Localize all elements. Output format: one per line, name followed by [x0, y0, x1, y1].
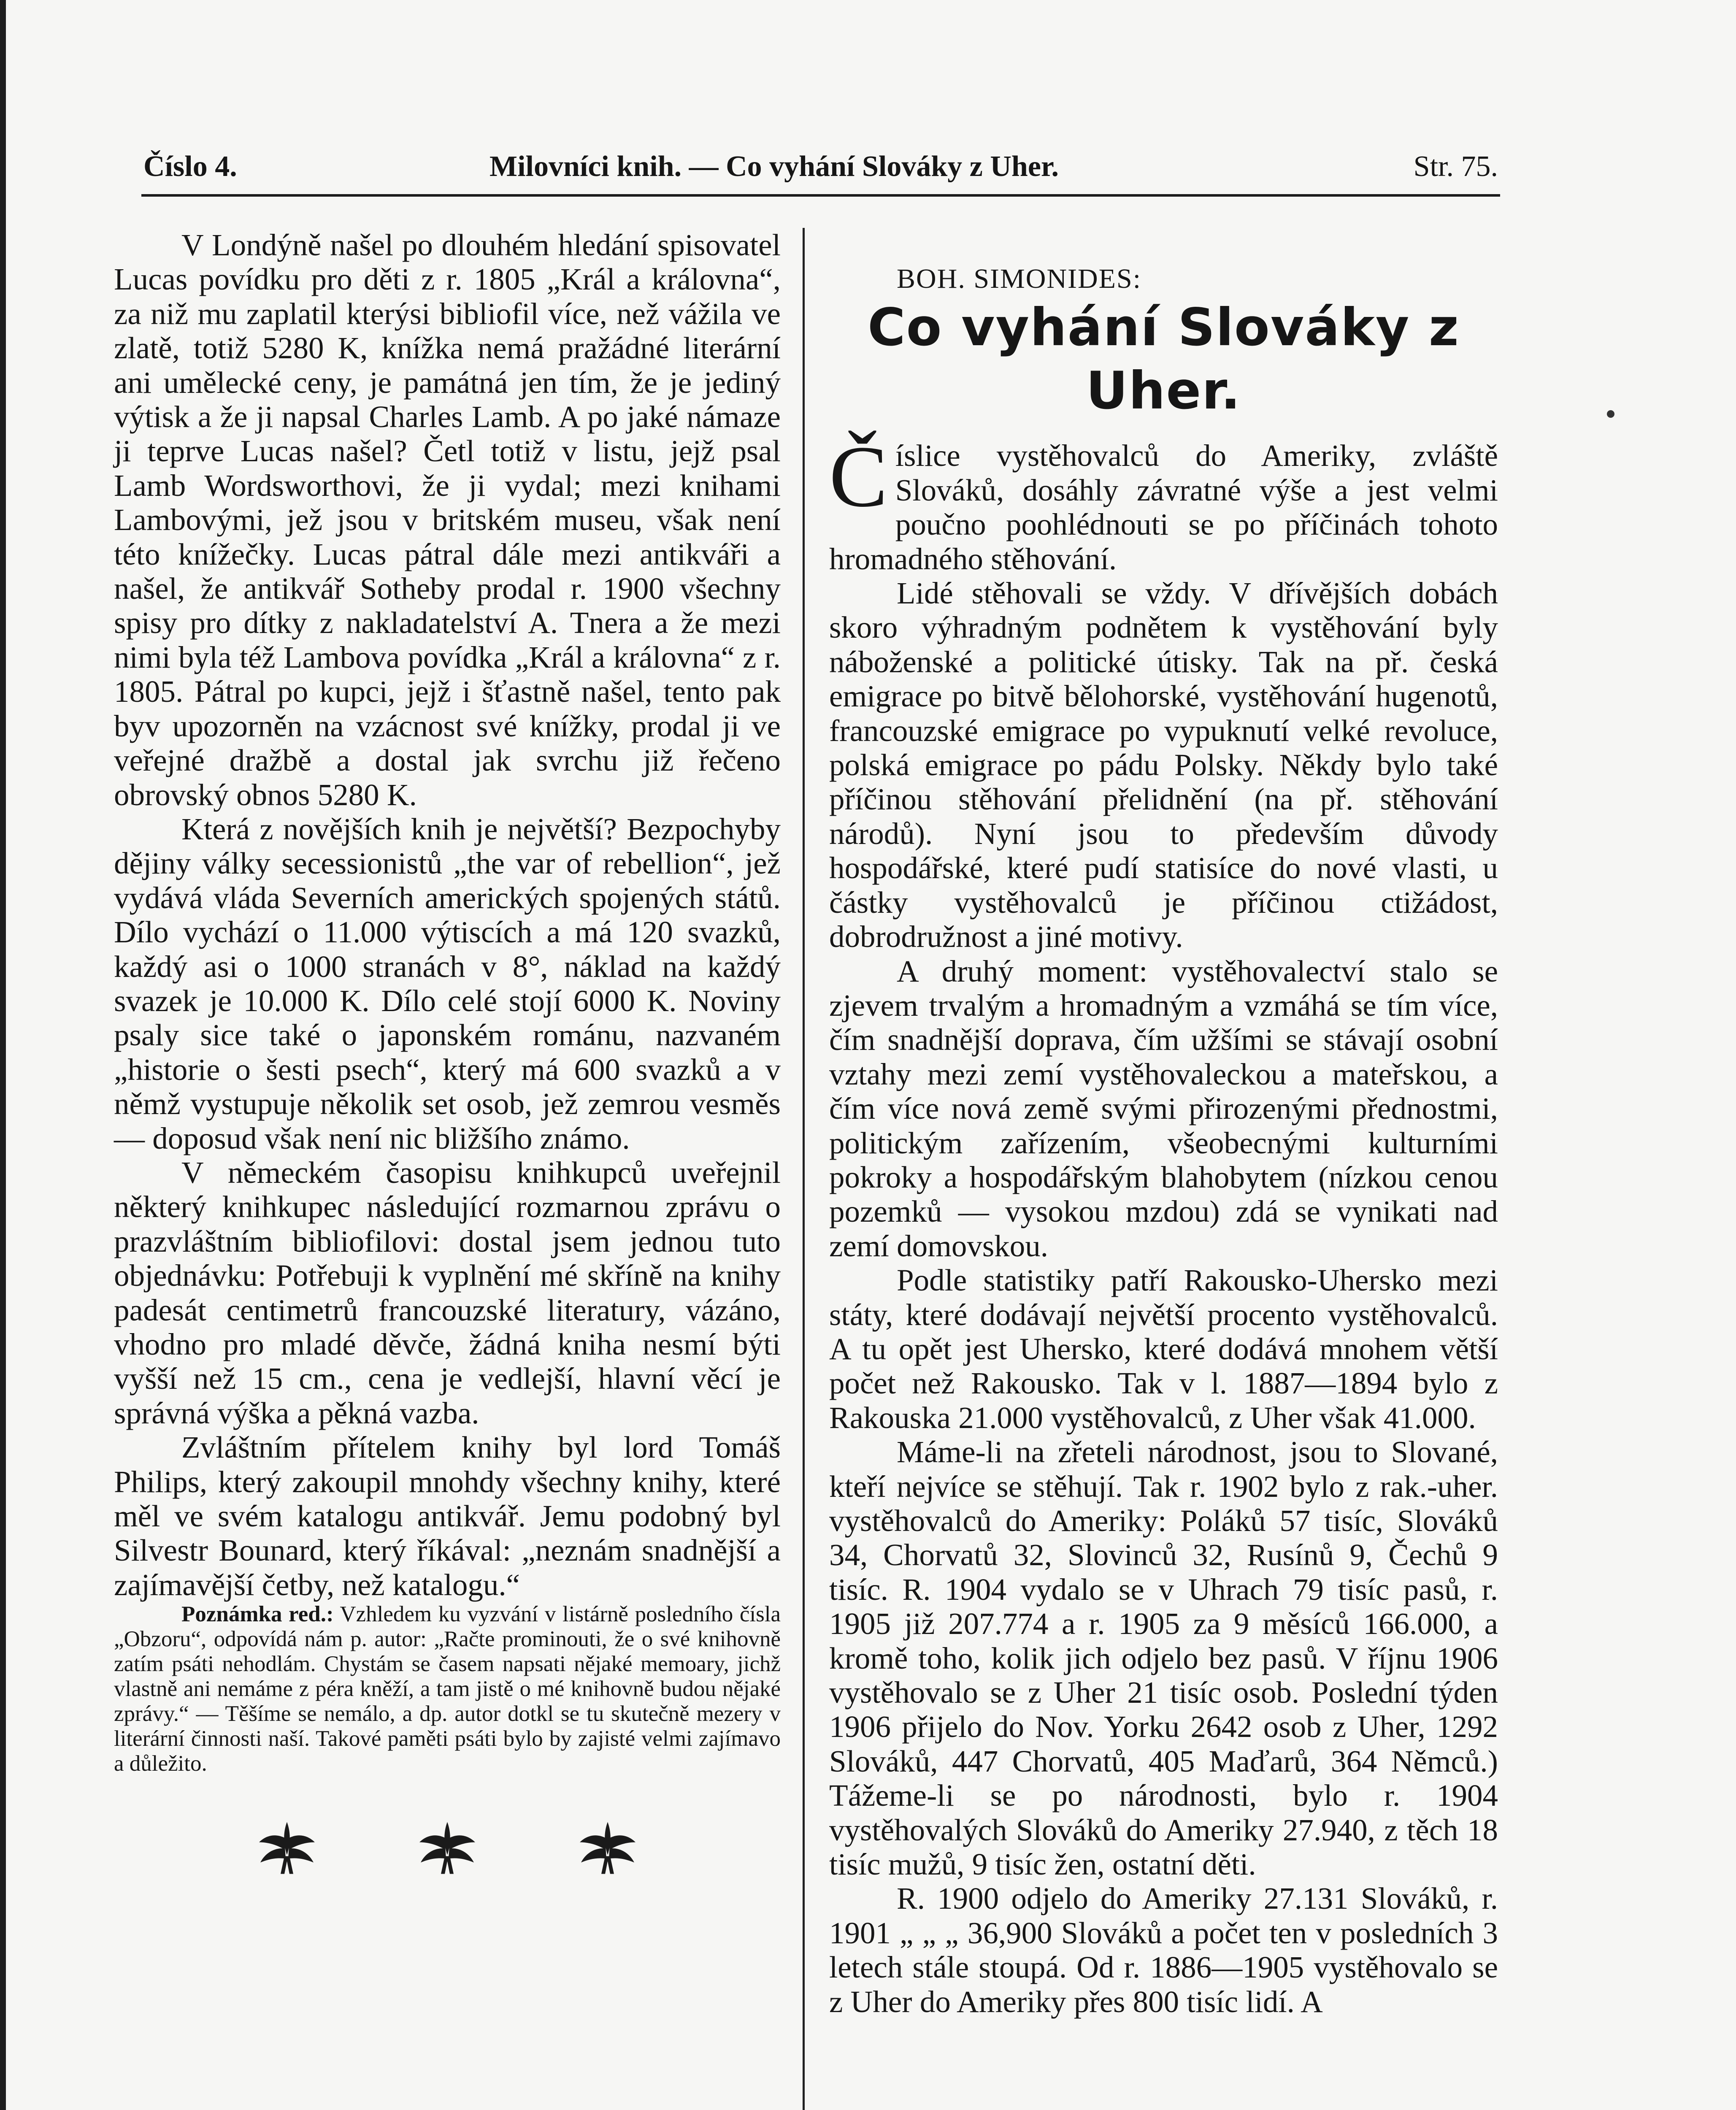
editor-note [114, 1602, 781, 1776]
paragraph: Lidé stěhovali se vždy. V dřívějších dobách skoro výhradným podnětem k vystěhování byly náboženské a politické útisky. Tak na př. česká emigrace po bitvě bělohorské, vystěhování hugenotů, francouzské emigrace po vypuknutí velké revoluce, polská emigrace po pádu Polsky. Někdy bylo také příčinou stěhování přelidnění (na př. stěhování národů). Nyní jsou to především důvody hospodářské, které pudí statisíce do nové vlasti, u částky vystěhovalců je příčinou ctižádost, dobrodružnost a jiné motivy. [829, 576, 1498, 954]
running-title: Milovníci knih. — Co vyhání Slováky z Uher. [489, 150, 1059, 183]
fleuron-icon [416, 1818, 479, 1877]
drop-cap: Č [829, 428, 888, 525]
running-header [143, 150, 1498, 190]
fleuron-icon [576, 1818, 639, 1877]
paragraph: R. 1900 odjelo do Ameriky 27.131 Slováků, r. 1901 „ „ „ 36,900 Slováků a počet ten v posledních 3 letech stále stoupá. Od r. 1886—1905 vystěhovalo se z Uher do Ameriky přes 800 tisíc lidí. A [829, 1881, 1498, 2019]
scan-edge-left [0, 0, 6, 2110]
paragraph: Podle statistiky patří Rakousko-Uhersko mezi státy, které dodávají největší procento vystěhovalců. A tu opět jest Uhersko, které dodává mnohem větší počet než Rakousko. Tak v l. 1887—1894 bylo z Rakouska 21.000 vystěhovalců, z Uher však 41.000. [829, 1263, 1498, 1435]
paragraph: V Londýně našel po dlouhém hledání spisovatel Lucas povídku pro děti z r. 1805 „Král a královna“, za niž mu zaplatil kterýsi bibliofil více, než vážila ve zlatě, totiž 5280 K, knížka nemá pražádné literární ani umělecké ceny, je památná jen tím, že je jediný výtisk a že ji napsal Charles Lamb. A po jaké námaze ji teprve Lucas našel? Četl totiž v listu, jejž psal Lamb Wordsworthovi, že ji vydal; mezi knihami Lambovými, jež jsou v britském museu, však není této knížečky. Lucas pátral dále mezi antikváři a našel, že antikvář Sotheby prodal r. 1900 všechny spisy pro dítky z nakladatelství A. Tnera a že mezi nimi byla též Lambova povídka „Král a královna“ z r. 1805. Pátral po kupci, jejž i šťastně našel, tento pak byv upozorněn na vzácnost své knížky, prodal ji ve veřejné dražbě a dostal jak svrchu již řečeno obrovský obnos 5280 K. [114, 228, 781, 812]
first-paragraph-text: íslice vystěhovalců do Ameriky, zvláště Slováků, dosáhly závratné výše a jest velmi poučno poohlédnouti se po příčinách tohoto hromadného stěhování. [829, 438, 1498, 576]
column-rule [803, 228, 805, 2110]
page-number: Str. 75. [1413, 150, 1498, 183]
first-paragraph [829, 428, 1498, 576]
article-author: BOH. SIMONIDES: [897, 263, 1142, 294]
paragraph: Máme-li na zřeteli národnost, jsou to Slované, kteří nejvíce se stěhují. Tak r. 1902 bylo z rak.-uher. vystěhovalců do Ameriky: Poláků 57 tisíc, Slováků 34, Chorvatů 32, Slovinců 32, Rusínů 9, Čechů 9 tisíc. R. 1904 vydalo se v Uhrach 79 tisíc pasů, r. 1905 již 207.774 a r. 1905 za 9 měsíců 166.000, a kromě toho, kolik jich odjelo bez pasů. V říjnu 1906 vystěhovalo se z Uher 21 tisíc osob. Poslední týden 1906 přijelo do Nov. Yorku 2642 osob z Uher, 1292 Slováků, 447 Chorvatů, 405 Maďarů, 364 Němců.) Tážeme-li se po národnosti, bylo r. 1904 vystěhovalých Slováků do Ameriky 27.940, z těch 18 tisíc mužů, 9 tisíc žen, ostatní děti. [829, 1435, 1498, 1882]
ornament-row [114, 1818, 781, 1877]
right-column [829, 262, 1498, 2019]
editor-note-label: Poznámka red.: [181, 1602, 334, 1627]
header-rule [141, 194, 1500, 197]
paragraph: Která z novějších knih je největší? Bezpochyby dějiny války secessionistů „the var of rebellion“, jež vydává vláda Severních amerických spojených států. Dílo vychází o 11.000 výtiscích a má 120 svazků, každý asi o 1000 stranách v 8°, náklad na každý svazek je 10.000 K. Dílo celé stojí 6000 K. Noviny psaly sice také o japonském románu, nazvaném „historie o šesti psech“, který má 600 svazků a v němž vystupuje několik set osob, jež zemrou vesměs — doposud však není nic bližšího známo. [114, 812, 781, 1155]
editor-note-text: Vzhledem ku vyzvání v listárně posledního čísla „Obzoru“, odpovídá nám p. autor: „Račte prominouti, že o své knihovně zatím psáti nehodlám. Chystám se časem napsati nějaké memoary, jichž vlastně ani nemáme z péra kněží, a tam jistě o mé knihovně budou nějaké zprávy.“ — Těšíme se nemálo, a dp. autor dotkl se tu skutečně mezery v literární činnosti naší. Takové paměti psáti bylo by zajisté velmi zajímavo a důležito. [114, 1602, 781, 1776]
paragraph: A druhý moment: vystěhovalectví stalo se zjevem trvalým a hromadným a vzmáhá se tím více, čím snadnější doprava, čím užšími se stávají osobní vztahy mezi zemí vystěhovaleckou a mateřskou, a čím více nová země svými přirozenými přednostmi, politickým zařízením, všeobecnými kulturními pokroky a hospodářským blahobytem (nízkou cenou pozemků — vysokou mzdou) zdá se vynikati nad zemí domovskou. [829, 954, 1498, 1263]
fleuron-icon [255, 1818, 319, 1877]
issue-number: Číslo 4. [143, 150, 237, 183]
scan-speck [1607, 410, 1614, 418]
article-title: Co vyhání Slováky z Uher. [868, 298, 1460, 421]
paragraph: V německém časopisu knihkupců uveřejnil některý knihkupec následující rozmarnou zprávu o prazvláštním bibliofilovi: dostal jsem jednou tuto objednávku: Potřebuji k vyplnění mé skříně na knihy padesát centimetrů francouzské literatury, vázáno, vhodno pro mladé děvče, žádná kniha nesmí býti vyšší než 15 cm., cena je vedlejší, hlavní věcí je správná výška a pěkná vazba. [114, 1155, 781, 1430]
paragraph: Zvláštním přítelem knihy byl lord Tomáš Philips, který zakoupil mnohdy všechny knihy, které měl ve svém katalogu antikvář. Jemu podobný byl Silvestr Bounard, který říkával: „neznám snadnější a zajímavější četby, než katalogu.“ [114, 1430, 781, 1602]
left-column [114, 228, 781, 1877]
